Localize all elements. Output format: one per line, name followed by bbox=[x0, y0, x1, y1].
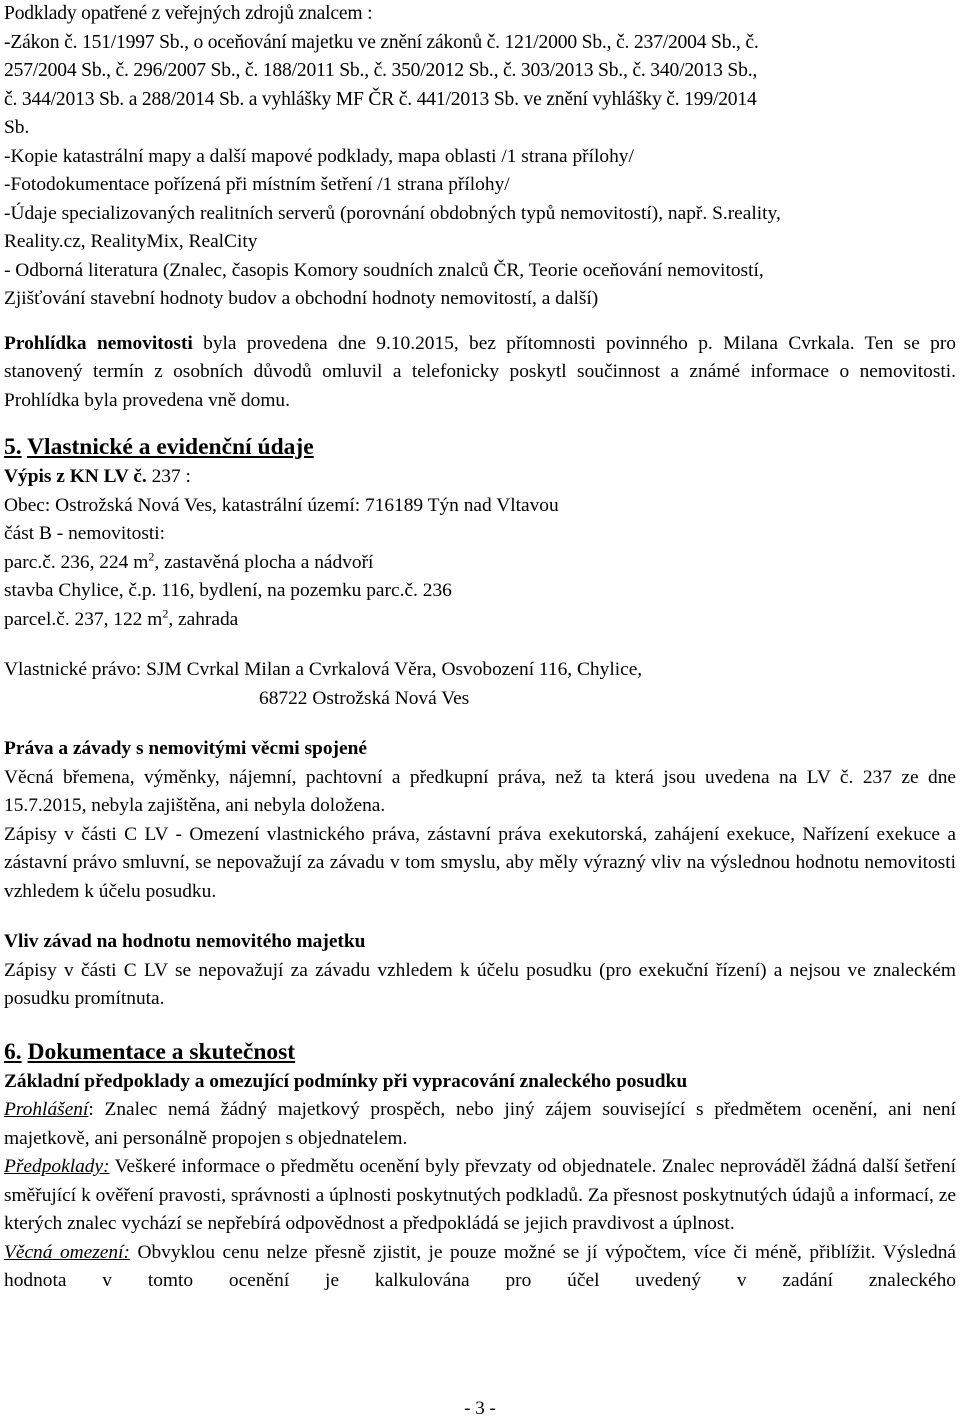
sources-line: -Zákon č. 151/1997 Sb., o oceňování majetku ve znění zákonů č. 121/2000 Sb., č. 237/2004 Sb., č. bbox=[4, 31, 759, 53]
sources-line: Sb. bbox=[4, 117, 30, 138]
sources-line: Reality.cz, RealityMix, RealCity bbox=[4, 231, 258, 252]
assumptions-subheading: Základní předpoklady a omezující podmínky při vypracování znaleckého posudku bbox=[4, 1070, 688, 1092]
parcel-1-superscript: 2 bbox=[148, 549, 155, 564]
section-6-heading bbox=[4, 1036, 956, 1068]
assumptions-paragraph bbox=[4, 1153, 956, 1239]
sources-line: -Fotodokumentace pořízená při místním šetření /1 strana přílohy/ bbox=[4, 174, 510, 195]
inspection-text: byla provedena dne 9.10.2015, bez přítomnosti povinného p. Milana Cvrkala. Ten se pro stanovený termín z osobních důvodů omluvil a telefonicky poskytl součinnost a známé informace o nemovitosti. Prohlídka byla provedena vně domu. bbox=[4, 332, 956, 411]
section-5-number: 5. bbox=[4, 434, 22, 460]
extract-label: Výpis z KN LV č. bbox=[4, 466, 147, 487]
parcel-1-type: , zastavěná plocha a nádvoří bbox=[154, 551, 374, 573]
sources-line: -Údaje specializovaných realitních serverů (porovnání obdobných typů nemovitostí), např. S.reality, bbox=[4, 202, 781, 224]
parcel-1-line bbox=[4, 549, 956, 578]
part-b-line: část B - nemovitosti: bbox=[4, 523, 166, 544]
parcel-2-line bbox=[4, 606, 956, 635]
rights-paragraph-1: Věcná břemena, výměnky, nájemní, pachtovní a předkupní práva, než ta která jsou uvedena na LV č. 237 ze dne 15.7.2015, nebyla zajištěna, ani nebyla doložena. bbox=[4, 766, 956, 816]
parcel-2-superscript: 2 bbox=[162, 606, 169, 621]
inspection-label: Prohlídka nemovitosti bbox=[4, 332, 193, 354]
ownership-address: 68722 Ostrožská Nová Ves bbox=[259, 687, 470, 709]
parcel-2-type: , zahrada bbox=[168, 608, 239, 630]
limits-text: Obvyklou cenu nelze přesně zjistit, je pouze možné se jí výpočtem, více či méně, přiblížit. Výsledná hodnota v tomto ocenění je kalkulována pro účel uvedený v zadání znaleckého bbox=[4, 1241, 956, 1291]
influence-heading: Vliv závad na hodnotu nemovitého majetku bbox=[4, 931, 366, 952]
section-6-number: 6. bbox=[4, 1038, 22, 1065]
declaration-label: Prohlášení bbox=[4, 1099, 89, 1120]
section-5-title: Vlastnické a evidenční údaje bbox=[27, 434, 314, 460]
parcel-1-text: parc.č. 236, 224 m bbox=[4, 551, 149, 573]
sources-line: - Odborná literatura (Znalec, časopis Komory soudních znalců ČR, Teorie oceňování nemovitostí, bbox=[4, 259, 764, 281]
declaration-text: : Znalec nemá žádný majetkový prospěch, nebo jiný zájem související s předmětem ocenění, ani není majetkově, ani personálně propojen s objednatelem. bbox=[4, 1099, 956, 1149]
rights-heading: Práva a závady s nemovitými věcmi spojené bbox=[4, 738, 367, 759]
parcel-2-text: parcel.č. 237, 122 m bbox=[4, 608, 163, 630]
sources-line: 257/2004 Sb., č. 296/2007 Sb., č. 188/2011 Sb., č. 350/2012 Sb., č. 303/2013 Sb., č. 340/2013 Sb., bbox=[4, 60, 758, 81]
sources-line: Zjišťování stavební hodnoty budov a obchodní hodnoty nemovitostí, a další) bbox=[4, 288, 599, 309]
sources-line: Podklady opatřené z veřejných zdrojů znalcem : bbox=[4, 3, 373, 24]
limits-paragraph bbox=[4, 1239, 956, 1296]
sources-line: -Kopie katastrální mapy a další mapové podklady, mapa oblasti /1 strana přílohy/ bbox=[4, 145, 634, 167]
section-6-title: Dokumentace a skutečnost bbox=[27, 1038, 296, 1065]
page-number: - 3 - bbox=[464, 1398, 496, 1419]
municipality-line: Obec: Ostrožská Nová Ves, katastrální území: 716189 Týn nad Vltavou bbox=[4, 494, 559, 516]
assumptions-text: Veškeré informace o předmětu ocenění byly převzaty od objednatele. Znalec neprováděl žádná další šetření směřující k ověření pravosti, správnosti a úplnosti poskytnutých podkladů. Za přesnost poskytnutých údajů a informací, ze kterých znalec vychází se nepřebírá odpovědnost a předpokládá se jejich pravdivost a úplnost. bbox=[4, 1156, 956, 1234]
assumptions-label: Předpoklady: bbox=[4, 1156, 110, 1177]
rights-paragraph-2: Zápisy v části C LV - Omezení vlastnického práva, zástavní práva exekutorská, zahájení exekuce, Nařízení exekuce a zástavní právo smluvní, se nepovažují za závadu v tom smyslu, aby měly výrazný vliv na výslednou hodnotu nemovitosti vzhledem k účelu posudku. bbox=[4, 823, 956, 902]
section-5-heading bbox=[4, 431, 956, 463]
declaration-paragraph bbox=[4, 1096, 956, 1153]
sources-list bbox=[4, 0, 956, 314]
ownership-line: Vlastnické právo: SJM Cvrkal Milan a Cvrkalová Věra, Osvobození 116, Chylice, bbox=[4, 659, 643, 680]
limits-label: Věcná omezení: bbox=[4, 1241, 130, 1263]
building-line: stavba Chylice, č.p. 116, bydlení, na pozemku parc.č. 236 bbox=[4, 580, 452, 601]
influence-paragraph: Zápisy v části C LV se nepovažují za závadu vzhledem k účelu posudku (pro exekuční řízení) a nejsou ve znaleckém posudku promítnuta. bbox=[4, 959, 956, 1009]
inspection-paragraph bbox=[4, 330, 956, 416]
sources-line: č. 344/2013 Sb. a 288/2014 Sb. a vyhlášky MF ČR č. 441/2013 Sb. ve znění vyhlášky č. 199/2014 bbox=[4, 88, 757, 110]
extract-line bbox=[4, 463, 956, 492]
document-page bbox=[4, 0, 956, 1296]
extract-number: 237 : bbox=[146, 466, 191, 487]
